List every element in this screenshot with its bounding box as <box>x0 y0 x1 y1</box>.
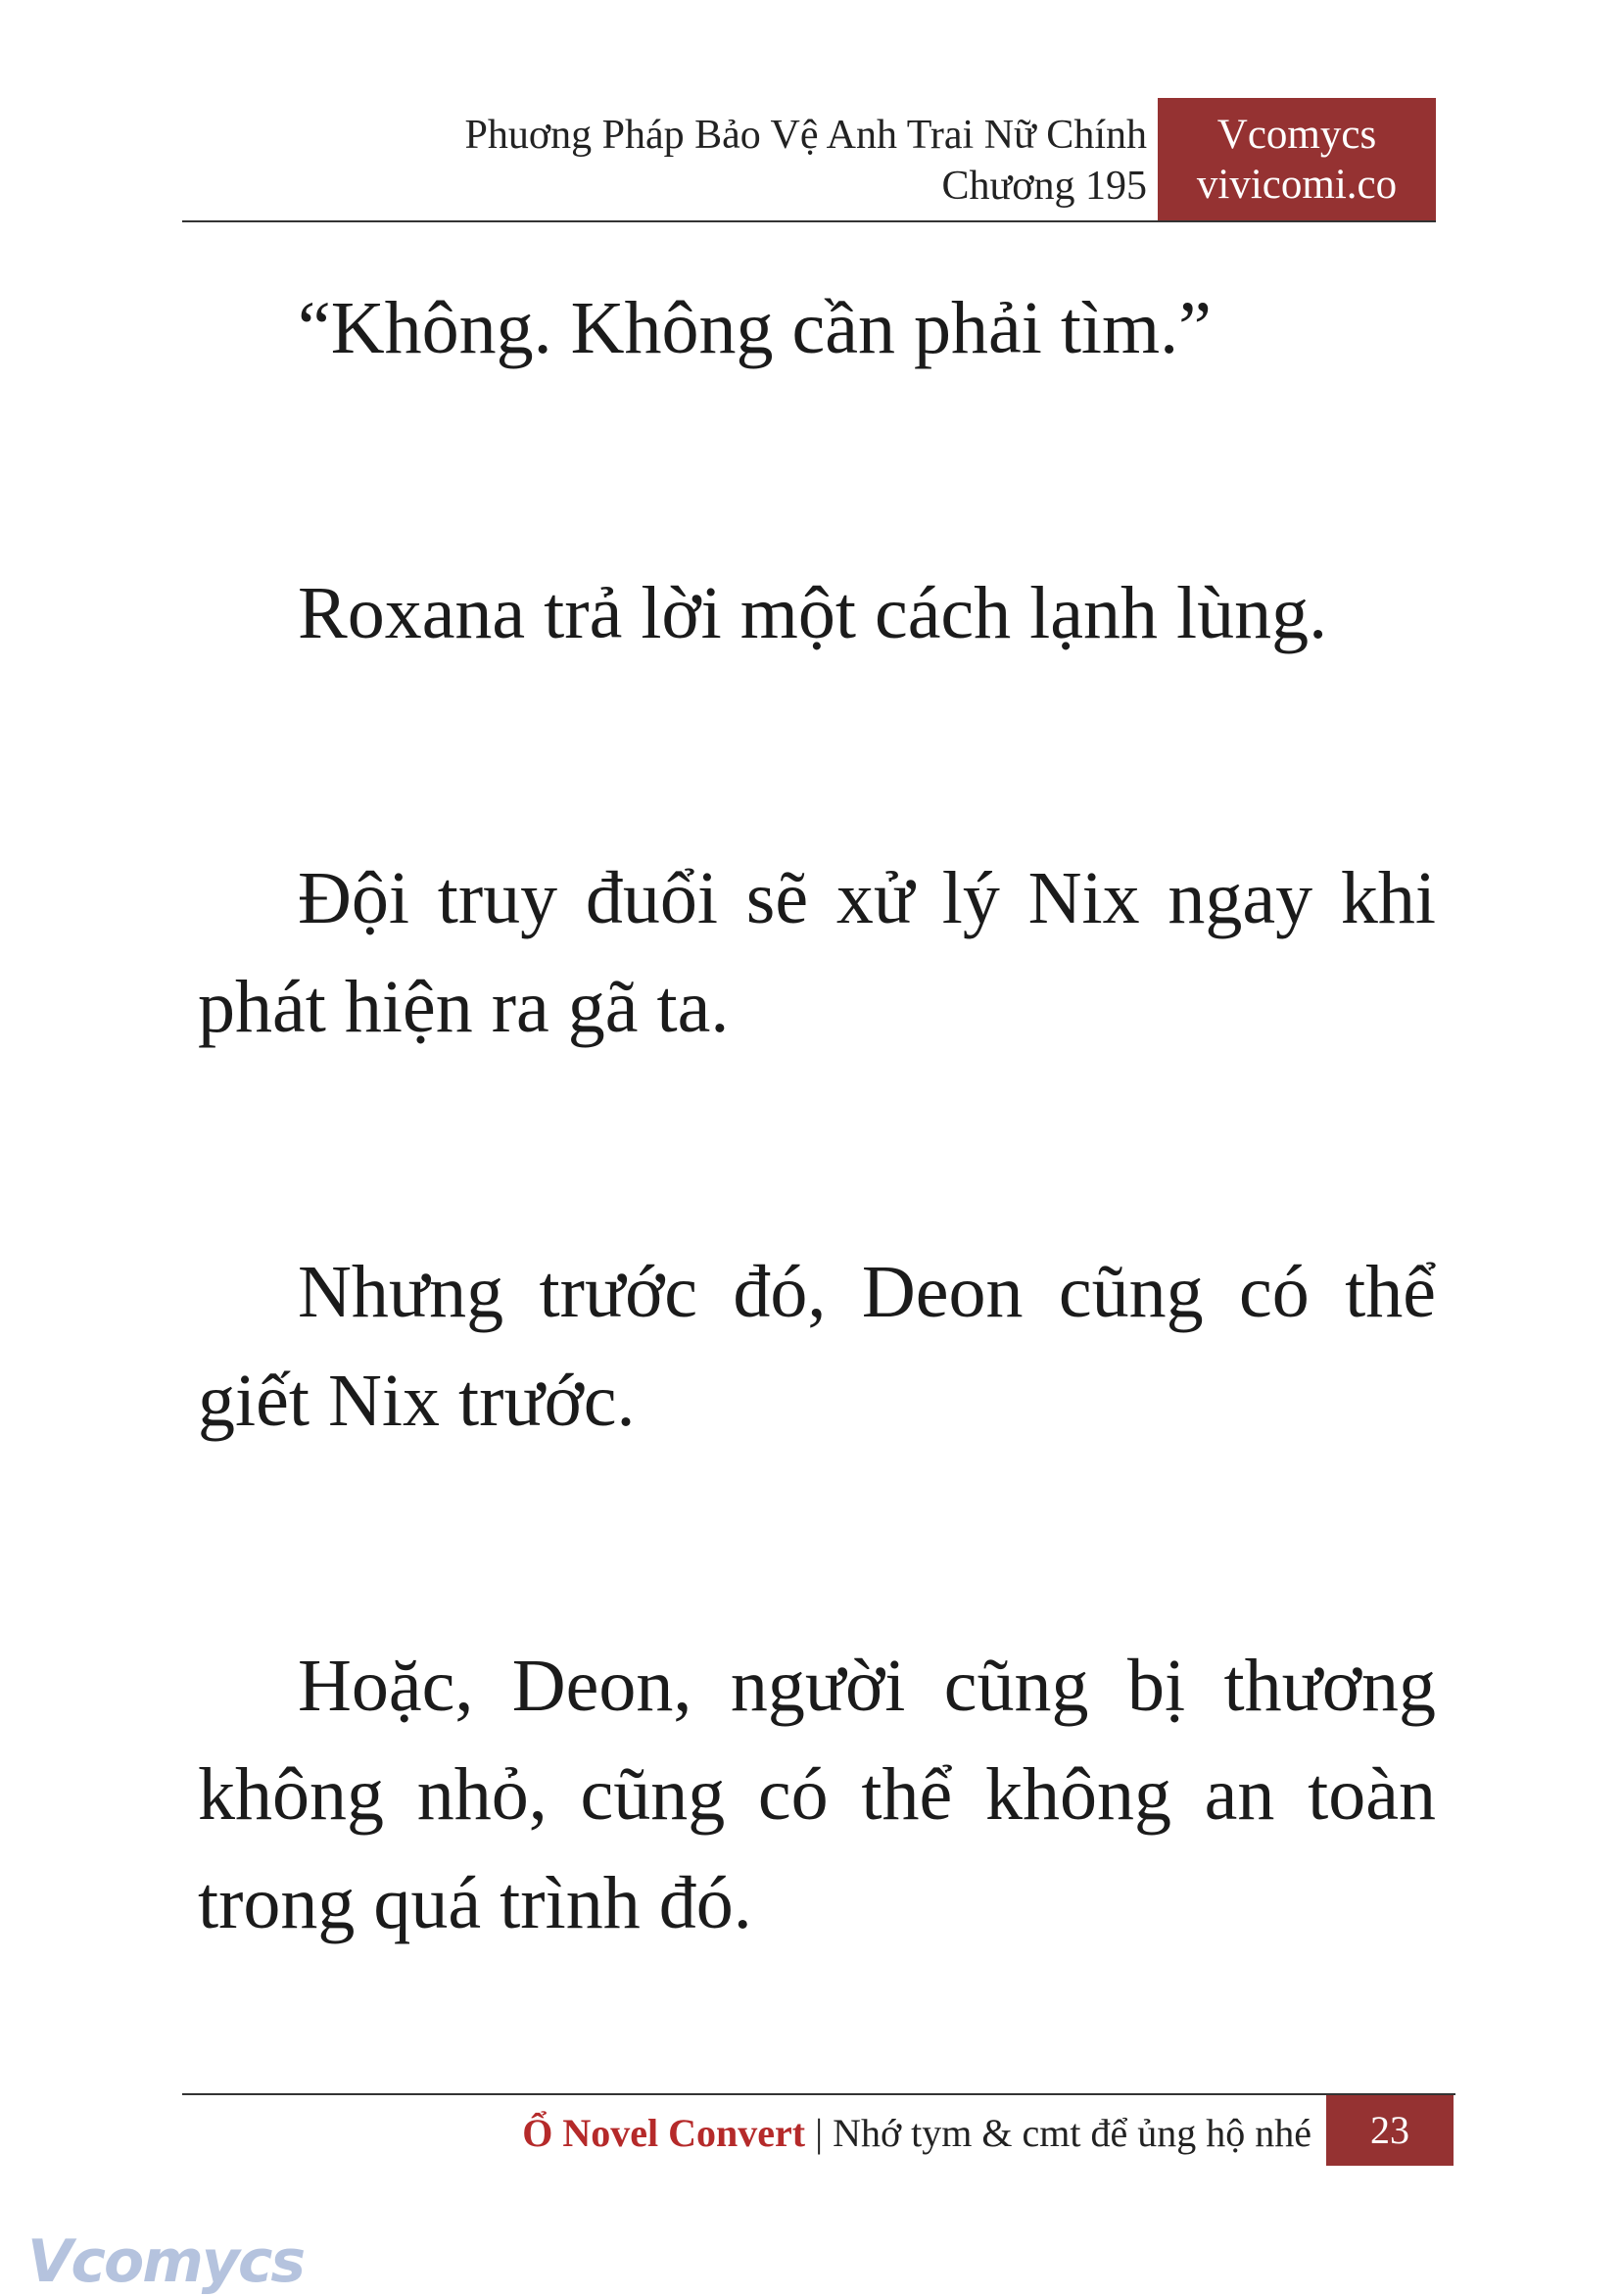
footer-separator: | <box>815 2111 824 2155</box>
book-title: Phuơng Pháp Bảo Vệ Anh Trai Nữ Chính <box>464 113 1147 158</box>
paragraph: Roxana trả lời một cách lạnh lùng. <box>298 572 1328 654</box>
site-badge-name: Vcomycs <box>1216 112 1377 158</box>
site-badge-url: vivicomi.co <box>1196 162 1398 208</box>
watermark-logo: Vcomycs <box>27 2227 305 2296</box>
chapter-content <box>198 274 1436 2134</box>
paragraph: Nhưng trước đó, Deon cũng có thể giết Nix trước. <box>198 1251 1436 1442</box>
footer-brand: Ổ Novel Convert <box>522 2111 806 2155</box>
paragraph: “Không. Không cần phải tìm.” <box>298 287 1212 369</box>
header-titles <box>465 110 1147 212</box>
footer-divider <box>182 2093 1455 2095</box>
chapter-label: Chương 195 <box>941 164 1147 209</box>
paragraph: Hoặc, Deon, người cũng bị thương không nhỏ, cũng có thể không an toàn trong quá trình đó. <box>198 1645 1436 1944</box>
header-divider <box>182 220 1436 222</box>
footer-message: Nhớ tym & cmt để ủng hộ nhé <box>833 2111 1311 2155</box>
page-number: 23 <box>1326 2095 1454 2166</box>
footer-text <box>522 2104 1311 2163</box>
site-badge <box>1158 98 1436 221</box>
paragraph: Đội truy đuổi sẽ xử lý Nix ngay khi phát hiện ra gã ta. <box>198 857 1436 1048</box>
